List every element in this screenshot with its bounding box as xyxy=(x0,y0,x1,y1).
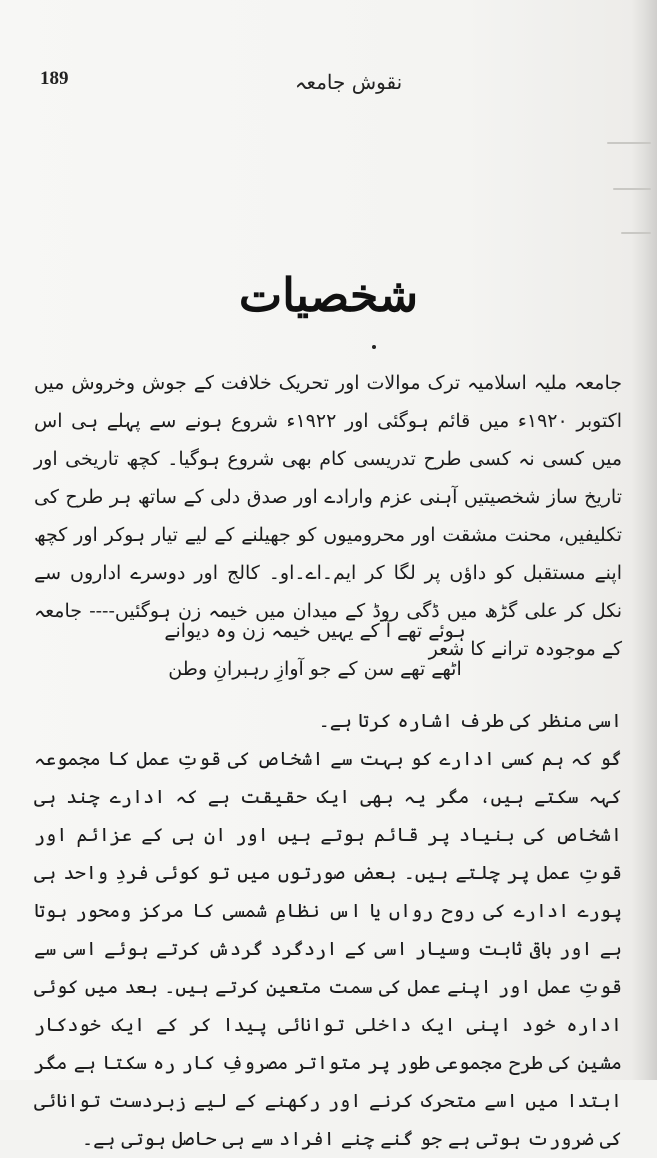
paragraph-after-verse: اسی منظر کی طرف اشارہ کرتا ہے۔ xyxy=(318,710,622,732)
show-through-line xyxy=(607,142,651,144)
chapter-title: شخصیات xyxy=(238,268,419,322)
show-through-line xyxy=(613,188,651,190)
verse-line-1: ہوئے تھے آ کے یہیں خیمہ زن وہ دیوانے xyxy=(164,620,466,642)
running-head xyxy=(0,70,657,94)
ornament-dot xyxy=(372,345,376,349)
paragraph-1: جامعہ ملیہ اسلامیہ ترک موالات اور تحریک خلافت کے جوش وخروش میں اکتوبر ۱۹۲۰ء میں قائم ہوگئی اور ۱۹۲۲ء شروع ہونے سے پہلے ہی اس میں کسی نہ کسی طرح تدریسی کام بھی شروع ہوگیا۔ کچھ تاریخی اور تاریخ ساز شخصیتیں آہنی عزم وارادے اور صدق دلی کے ساتھ ہر طرح کی تکلیفیں، محنت مشقت اور محرومیوں کو جھیلنے کے لیے تیار ہوکر اور کچھ اپنے مستقبل کو داؤں پر لگا کر ایم۔اے۔او۔ کالج اور دوسرے اداروں سے نکل کر علی گڑھ میں ڈگی روڈ کے میدان میں خیمہ زن ہوگئیں---- جامعہ کے موجودہ ترانے کا شعر xyxy=(34,372,622,660)
binding-shadow xyxy=(631,0,657,1080)
running-head-title: نقوش جامعہ xyxy=(294,70,403,94)
paragraph-2: گو کہ ہم کسی ادارے کو بہت سے اشخاص کی قوتِ عمل کا مجموعہ کہہ سکتے ہیں، مگر یہ بھی ایک حقیقت ہے کہ ادارے چند ہی اشخاص کی بنیاد پر قائم ہوتے ہیں اور ان ہی کے عزائم اور قوتِ عمل پر چلتے ہیں۔ بعض صورتوں میں تو کوئی فردِ واحد ہی پورے ادارے کی روح رواں یا اس نظامِ شمسی کا مرکز ومحور ہوتا ہے اور باقی ثابت وسیار اسی کے اردگرد گردش کرتے ہوئے اسی سے قوتِ عمل اور اپنے عمل کی سمت متعین کرتے ہیں۔ بعد میں کوئی ادارہ خود اپنی ایک داخلی توانائی پیدا کر کے ایک خودکار مشین کی طرح مجموعی طور پر متواتر مصروفِ کار رہ سکتا ہے مگر ابتدا میں اسے متحرک کرنے اور رکھنے کے لیے زبردست توانائی کی ضرورت ہوتی ہے جو گنے چنے افراد سے ہی حاصل ہوتی ہے۔ xyxy=(34,748,622,1150)
show-through-line xyxy=(621,232,651,234)
verse-line-2: اٹھے تھے سن کے جو آوازِ رہبرانِ وطن xyxy=(168,658,462,680)
page-number: 189 xyxy=(40,68,69,89)
